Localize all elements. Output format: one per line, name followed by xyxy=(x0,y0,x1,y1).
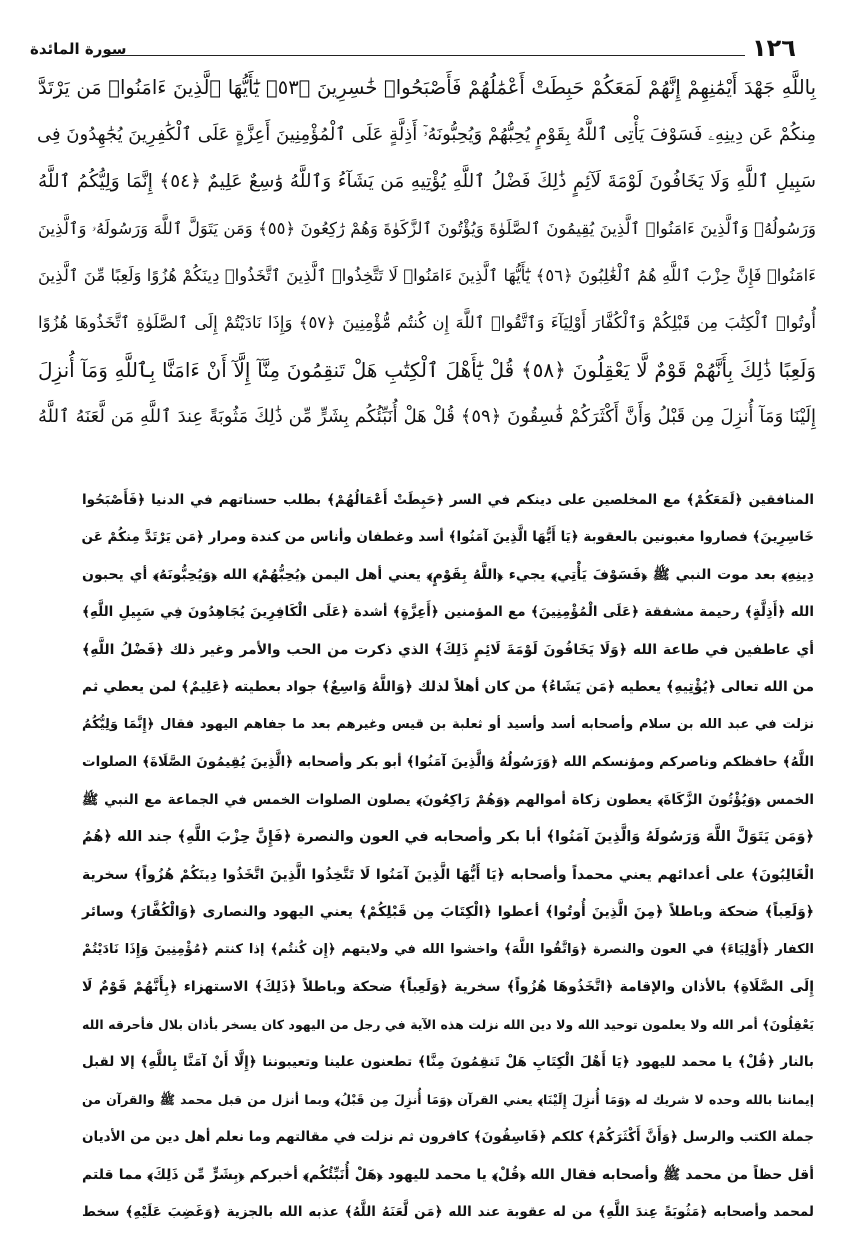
tafsir-line: جملة الكتب والرسل ﴿وَأَنَّ أَكْثَرَكُمْ﴾ كلكم ﴿فَاسِقُونَ﴾ كافرون ثم نزلت في مقالتهم وما نعلم أهل دين من الأديان xyxy=(82,1129,814,1145)
tafsir-line: أقل حظاً من محمد ﷺ وأصحابه فقال الله ﴿قُلْ﴾ يا محمد لليهود ﴿هَلْ أُنَبِّئُكُم﴾ أخبركم ﴿بِشَرٍّ مِّن ذَلِكَ﴾ مما قلتم xyxy=(82,1167,814,1183)
tafsir-line: من الله تعالى ﴿يُؤْتِيهِ﴾ يعطيه ﴿مَن يَشَاءُ﴾ من كان أهلاً لذلك ﴿وَاللَّهُ وَاسِعٌ﴾ جواد بعطيته ﴿عَلِيمٌ﴾ لمن يعطي ثم xyxy=(82,679,814,695)
quran-line: بِاللَّهِ جَهْدَ أَيْمَٰنِهِمْ إِنَّهُمْ لَمَعَكُمْ حَبِطَتْ أَعْمَٰلُهُمْ فَأَصْبَحُوا۟ خَٰسِرِينَ ﴿٥٣﴾ يَٰٓأَيُّهَا ٱلَّذِينَ ءَامَنُوا۟ مَن يَرْتَدَّ xyxy=(38,76,816,99)
header-rule xyxy=(105,55,745,56)
quran-line: وَلَعِبًا ذَٰلِكَ بِأَنَّهُمْ قَوْمٌ لَّا يَعْقِلُونَ ﴿٥٨﴾ قُلْ يَٰٓأَهْلَ ٱلْكِتَٰبِ هَلْ تَنقِمُونَ مِنَّآ إِلَّآ أَنْ ءَامَنَّا بِٱللَّهِ وَمَآ أُنزِلَ xyxy=(38,358,816,382)
tafsir-line: دِينِهِ﴾ بعد موت النبي ﷺ ﴿فَسَوْفَ يَأْتِي﴾ يجيء ﴿اللَّهُ بِقَوْمٍ﴾ يعني أهل اليمن ﴿يُحِبُّهُمْ﴾ الله ﴿وَيُحِبُّونَهُ﴾ أي يحبون xyxy=(82,567,814,583)
tafsir-line: إيماننا بالله وحده لا شريك له ﴿وَمَا أُنزِلَ إِلَيْنَا﴾ يعني القرآن ﴿وَمَا أُنزِلَ مِن قَبْلُ﴾ وبما أنزل من قبل محمد ﷺ والقرآن من xyxy=(82,1092,814,1107)
tafsir-line: اللَّهُ﴾ حافظكم وناصركم ومؤنسكم الله ﴿وَرَسُولُهُ وَالَّذِينَ آمَنُوا﴾ أبو بكر وأصحابه ﴿الَّذِينَ يُقِيمُونَ الصَّلَاةَ﴾ الصلوات xyxy=(82,754,814,770)
tafsir-line: أي عاطفين في طاعة الله ﴿وَلَا يَخَافُونَ لَوْمَةَ لَائِمٍ ذَلِكَ﴾ الذي ذكرت من الحب والأمر وغير ذلك ﴿فَضْلُ اللَّهِ﴾ xyxy=(82,642,814,658)
tafsir-line: يَعْقِلُونَ﴾ أمر الله ولا يعلمون توحيد الله ولا دين الله نزلت هذه الآية في رجل من اليهود كان يسخر بأذان بلال فأحرقه الله xyxy=(82,1017,814,1032)
quran-line: سَبِيلِ ٱللَّهِ وَلَا يَخَافُونَ لَوْمَةَ لَآئِمٍ ذَٰلِكَ فَضْلُ ٱللَّهِ يُؤْتِيهِ مَن يَشَآءُ وَٱللَّهُ وَٰسِعٌ عَلِيمٌ ﴿٥٤﴾ إِنَّمَا وَلِيُّكُمُ ٱللَّهُ xyxy=(38,171,816,192)
quran-line: أُوتُوا۟ ٱلْكِتَٰبَ مِن قَبْلِكُمْ وَٱلْكُفَّارَ أَوْلِيَآءَ وَٱتَّقُوا۟ ٱللَّهَ إِن كُنتُم مُّؤْمِنِينَ ﴿٥٧﴾ وَإِذَا نَادَيْتُمْ إِلَى ٱلصَّلَوٰةِ ٱتَّخَذُوهَا هُزُوًا xyxy=(38,313,816,332)
surah-name: سورة المائدة xyxy=(30,40,127,58)
tafsir-line: المنافقين ﴿لَمَعَكُمْ﴾ مع المخلصين على دينكم في السر ﴿حَبِطَتْ أَعْمَالُهُمْ﴾ بطلب حسناتهم في الدنيا ﴿فَأَصْبَحُوا xyxy=(82,492,814,508)
quran-line: ءَامَنُوا۟ فَإِنَّ حِزْبَ ٱللَّهِ هُمُ ٱلْغَٰلِبُونَ ﴿٥٦﴾ يَٰٓأَيُّهَا ٱلَّذِينَ ءَامَنُوا۟ لَا تَتَّخِذُوا۟ ٱلَّذِينَ ٱتَّخَذُوا۟ دِينَكُمْ هُزُوًا وَلَعِبًا مِّنَ ٱلَّذِينَ xyxy=(38,266,816,285)
quran-line: مِنكُمْ عَن دِينِهِۦ فَسَوْفَ يَأْتِى ٱللَّهُ بِقَوْمٍ يُحِبُّهُمْ وَيُحِبُّونَهُۥٓ أَذِلَّةٍ عَلَى ٱلْمُؤْمِنِينَ أَعِزَّةٍ عَلَى ٱلْكَٰفِرِينَ يُجَٰهِدُونَ فِى xyxy=(36,124,816,145)
tafsir-line: ﴿وَلَعِباً﴾ ضحكة وباطلاً ﴿مِنَ الَّذِينَ أُوتُوا﴾ أعطوا ﴿الْكِتَابَ مِن قَبْلِكُمْ﴾ يعني اليهود والنصارى ﴿وَالْكُفَّارَ﴾ وسائر xyxy=(82,904,814,920)
tafsir-line: الخمس ﴿وَيُؤْتُونَ الزَّكَاةَ﴾ يعطون زكاة أموالهم ﴿وَهُمْ رَاكِعُونَ﴾ يصلون الصلوات الخمس في الجماعة مع النبي ﷺ xyxy=(82,792,814,808)
tafsir-line: الْغَالِبُونَ﴾ على أعدائهم يعني محمداً وأصحابه ﴿يَا أَيُّهَا الَّذِينَ آمَنُوا لَا تَتَّخِذُوا الَّذِينَ اتَّخَذُوا دِينَكُمْ هُزُواً﴾ سخرية xyxy=(82,867,814,883)
tafsir-line: لمحمد وأصحابه ﴿مَثُوبَةً عِندَ اللَّهِ﴾ من له عقوبة عند الله ﴿مَن لَّعَنَهُ اللَّهُ﴾ عذبه الله بالجزية ﴿وَغَضِبَ عَلَيْهِ﴾ سخط xyxy=(82,1204,814,1220)
quran-line: إِلَيْنَا وَمَآ أُنزِلَ مِن قَبْلُ وَأَنَّ أَكْثَرَكُمْ فَٰسِقُونَ ﴿٥٩﴾ قُلْ هَلْ أُنَبِّئُكُم بِشَرٍّ مِّن ذَٰلِكَ مَثُوبَةً عِندَ ٱللَّهِ مَن لَّعَنَهُ ٱللَّهُ xyxy=(38,406,816,427)
tafsir-line: بالنار ﴿قُلْ﴾ يا محمد لليهود ﴿يَا أَهْلَ الْكِتَابِ هَلْ تَنقِمُونَ مِنَّا﴾ تطعنون علينا وتعيبوننا ﴿إِلَّا أَنْ آمَنَّا بِاللَّهِ﴾ إلا لقبل xyxy=(82,1054,814,1070)
tafsir-line: الله ﴿أَذِلَّةٍ﴾ رحيمة مشفقة ﴿عَلَى الْمُؤْمِنِينَ﴾ مع المؤمنين ﴿أَعِزَّةٍ﴾ أشدة ﴿عَلَى الْكَافِرِينَ يُجَاهِدُونَ فِي سَبِيلِ اللَّهِ﴾ xyxy=(82,604,814,620)
tafsir-line: الكفار ﴿أَوْلِيَاءَ﴾ في العون والنصرة ﴿وَاتَّقُوا اللَّهَ﴾ واخشوا الله في ولايتهم ﴿إِن كُنتُم﴾ إذا كنتم ﴿مُؤْمِنِينَ وَإِذَا نَادَيْتُمْ xyxy=(82,942,814,957)
tafsir-line: إِلَى الصَّلَاةِ﴾ بالأذان والإقامة ﴿اتَّخَذُوهَا هُزُواً﴾ سخرية ﴿وَلَعِباً﴾ ضحكة وباطلاً ﴿ذَلِكَ﴾ الاستهزاء ﴿بِأَنَّهُمْ قَوْمٌ لَا xyxy=(82,979,814,995)
quran-line: وَرَسُولُهُۥ وَٱلَّذِينَ ءَامَنُوا۟ ٱلَّذِينَ يُقِيمُونَ ٱلصَّلَوٰةَ وَيُؤْتُونَ ٱلزَّكَوٰةَ وَهُمْ رَٰكِعُونَ ﴿٥٥﴾ وَمَن يَتَوَلَّ ٱللَّهَ وَرَسُولَهُۥ وَٱلَّذِينَ xyxy=(38,219,816,238)
tafsir-line: ﴿وَمَن يَتَوَلَّ اللَّهَ وَرَسُولَهُ وَالَّذِينَ آمَنُوا﴾ أبا بكر وأصحابه في العون والنصرة ﴿فَإِنَّ حِزْبَ اللَّهِ﴾ جند الله ﴿هُمُ xyxy=(82,829,814,845)
tafsir-line: خَاسِرِينَ﴾ فصاروا مغبونين بالعقوبة ﴿يَا أَيُّهَا الَّذِينَ آمَنُوا﴾ أسد وغطفان وأناس من كندة ومرار ﴿مَن يَرْتَدَّ مِنكُمْ عَن xyxy=(81,529,814,545)
tafsir-line: نزلت في عبد الله بن سلام وأصحابه أسد وأسيد أو ثعلبة بن قيس وغيرهم بعد ما جفاهم اليهود فقال ﴿إِنَّمَا وَلِيُّكُمُ xyxy=(82,717,814,732)
page-number: ١٢٦ xyxy=(752,34,796,62)
